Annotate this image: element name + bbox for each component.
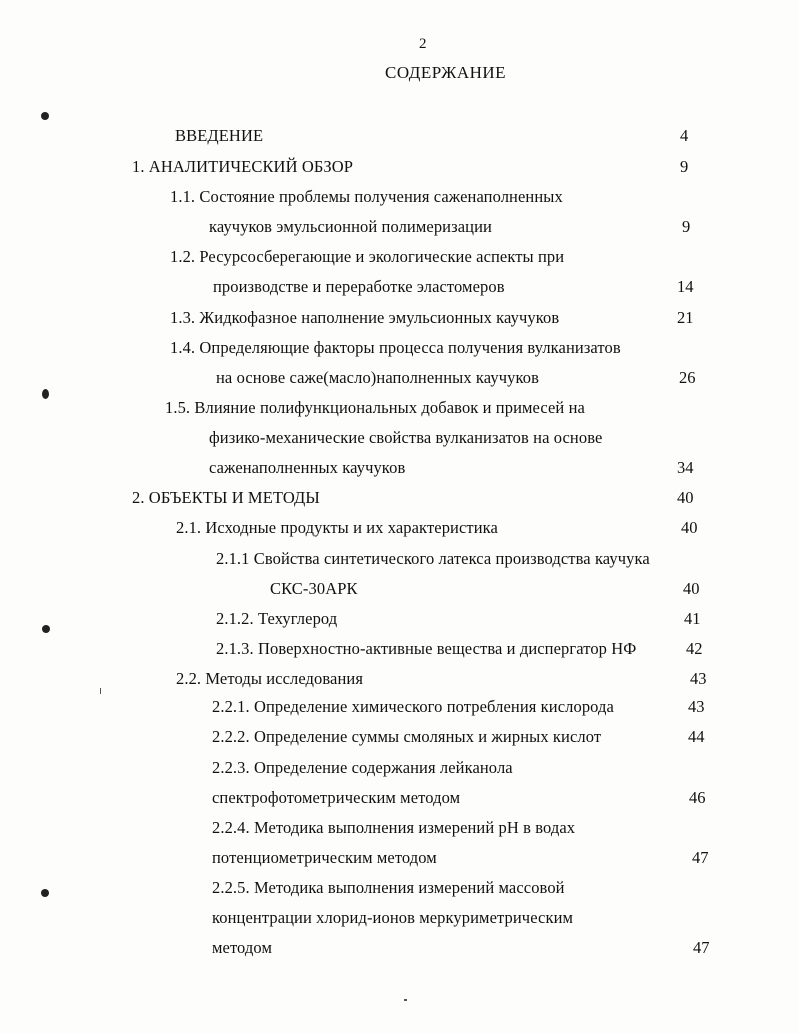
toc-entry-page: 34 bbox=[677, 458, 694, 477]
binder-hole bbox=[41, 889, 49, 897]
toc-entry-text: производстве и переработке эластомеров bbox=[213, 277, 505, 296]
toc-entry-text: 2.2.1. Определение химического потребления кислорода bbox=[212, 697, 614, 716]
toc-entry-text: 2.1.3. Поверхностно-активные вещества и диспергатор НФ bbox=[216, 639, 637, 658]
toc-entry-page: 44 bbox=[688, 727, 705, 746]
scan-speck bbox=[404, 999, 407, 1001]
toc-entry-text: 1. АНАЛИТИЧЕСКИЙ ОБЗОР bbox=[132, 157, 354, 176]
toc-entry-text: 2.2.5. Методика выполнения измерений массовой bbox=[212, 878, 565, 897]
toc-entry-text: каучуков эмульсионной полимеризации bbox=[209, 217, 492, 236]
toc-entry-text: 2. ОБЪЕКТЫ И МЕТОДЫ bbox=[132, 488, 320, 507]
toc-entry-page: 9 bbox=[682, 217, 691, 236]
toc-entry-page: 4 bbox=[680, 126, 689, 145]
toc-entry-text: 1.3. Жидкофазное наполнение эмульсионных каучуков bbox=[170, 308, 560, 327]
toc-entry-text: 1.1. Состояние проблемы получения саженаполненных bbox=[170, 187, 563, 206]
toc-entry-text: 1.5. Влияние полифункциональных добавок и примесей на bbox=[165, 398, 585, 417]
toc-entry-text: СКС-30АРК bbox=[270, 579, 358, 598]
toc-entry-text: саженаполненных каучуков bbox=[209, 458, 406, 477]
toc-entry-text: 2.2.3. Определение содержания лейканола bbox=[212, 758, 513, 777]
toc-entry-text: концентрации хлорид-ионов меркуриметрическим bbox=[212, 908, 574, 927]
toc-entry-page: 47 bbox=[692, 848, 709, 867]
toc-entry-text: 2.2.2. Определение суммы смоляных и жирных кислот bbox=[212, 727, 602, 746]
scan-speck bbox=[100, 688, 101, 694]
toc-entry-text: 2.1. Исходные продукты и их характеристика bbox=[176, 518, 498, 537]
toc-entry-text: 2.2. Методы исследования bbox=[176, 669, 364, 688]
page-title: СОДЕРЖАНИЕ bbox=[385, 63, 507, 82]
toc-entry-text: физико-механические свойства вулканизатов на основе bbox=[209, 428, 603, 447]
toc-entry-page: 42 bbox=[686, 639, 703, 658]
binder-hole bbox=[41, 112, 49, 120]
toc-entry-page: 47 bbox=[693, 938, 710, 957]
toc-entry-page: 14 bbox=[677, 277, 694, 296]
toc-entry-text: 2.1.2. Техуглерод bbox=[216, 609, 338, 628]
toc-entry-page: 40 bbox=[677, 488, 694, 507]
toc-entry-text: спектрофотометрическим методом bbox=[212, 788, 461, 807]
toc-entry-page: 43 bbox=[690, 669, 707, 688]
toc-entry-text: 2.1.1 Свойства синтетического латекса производства каучука bbox=[216, 549, 650, 568]
page-number: 2 bbox=[419, 36, 427, 52]
toc-entry-page: 21 bbox=[677, 308, 694, 327]
toc-entry-text: потенциометрическим методом bbox=[212, 848, 437, 867]
toc-entry-page: 40 bbox=[683, 579, 700, 598]
toc-entry-page: 43 bbox=[688, 697, 705, 716]
toc-entry-page: 41 bbox=[684, 609, 701, 628]
binder-hole bbox=[42, 625, 50, 633]
toc-entry-text: 1.4. Определяющие факторы процесса получения вулканизатов bbox=[170, 338, 621, 357]
toc-entry-page: 9 bbox=[680, 157, 689, 176]
binder-hole bbox=[42, 389, 49, 399]
toc-entry-page: 40 bbox=[681, 518, 698, 537]
toc-entry-text: 2.2.4. Методика выполнения измерений рН в водах bbox=[212, 818, 576, 837]
toc-entry-text: методом bbox=[212, 938, 273, 957]
toc-entry-page: 26 bbox=[679, 368, 696, 387]
toc-entry-text: на основе саже(масло)наполненных каучуков bbox=[216, 368, 539, 387]
toc-entry-text: 1.2. Ресурсосберегающие и экологические аспекты при bbox=[170, 247, 565, 266]
toc-entry-page: 46 bbox=[689, 788, 706, 807]
toc-entry-text: ВВЕДЕНИЕ bbox=[175, 126, 264, 145]
